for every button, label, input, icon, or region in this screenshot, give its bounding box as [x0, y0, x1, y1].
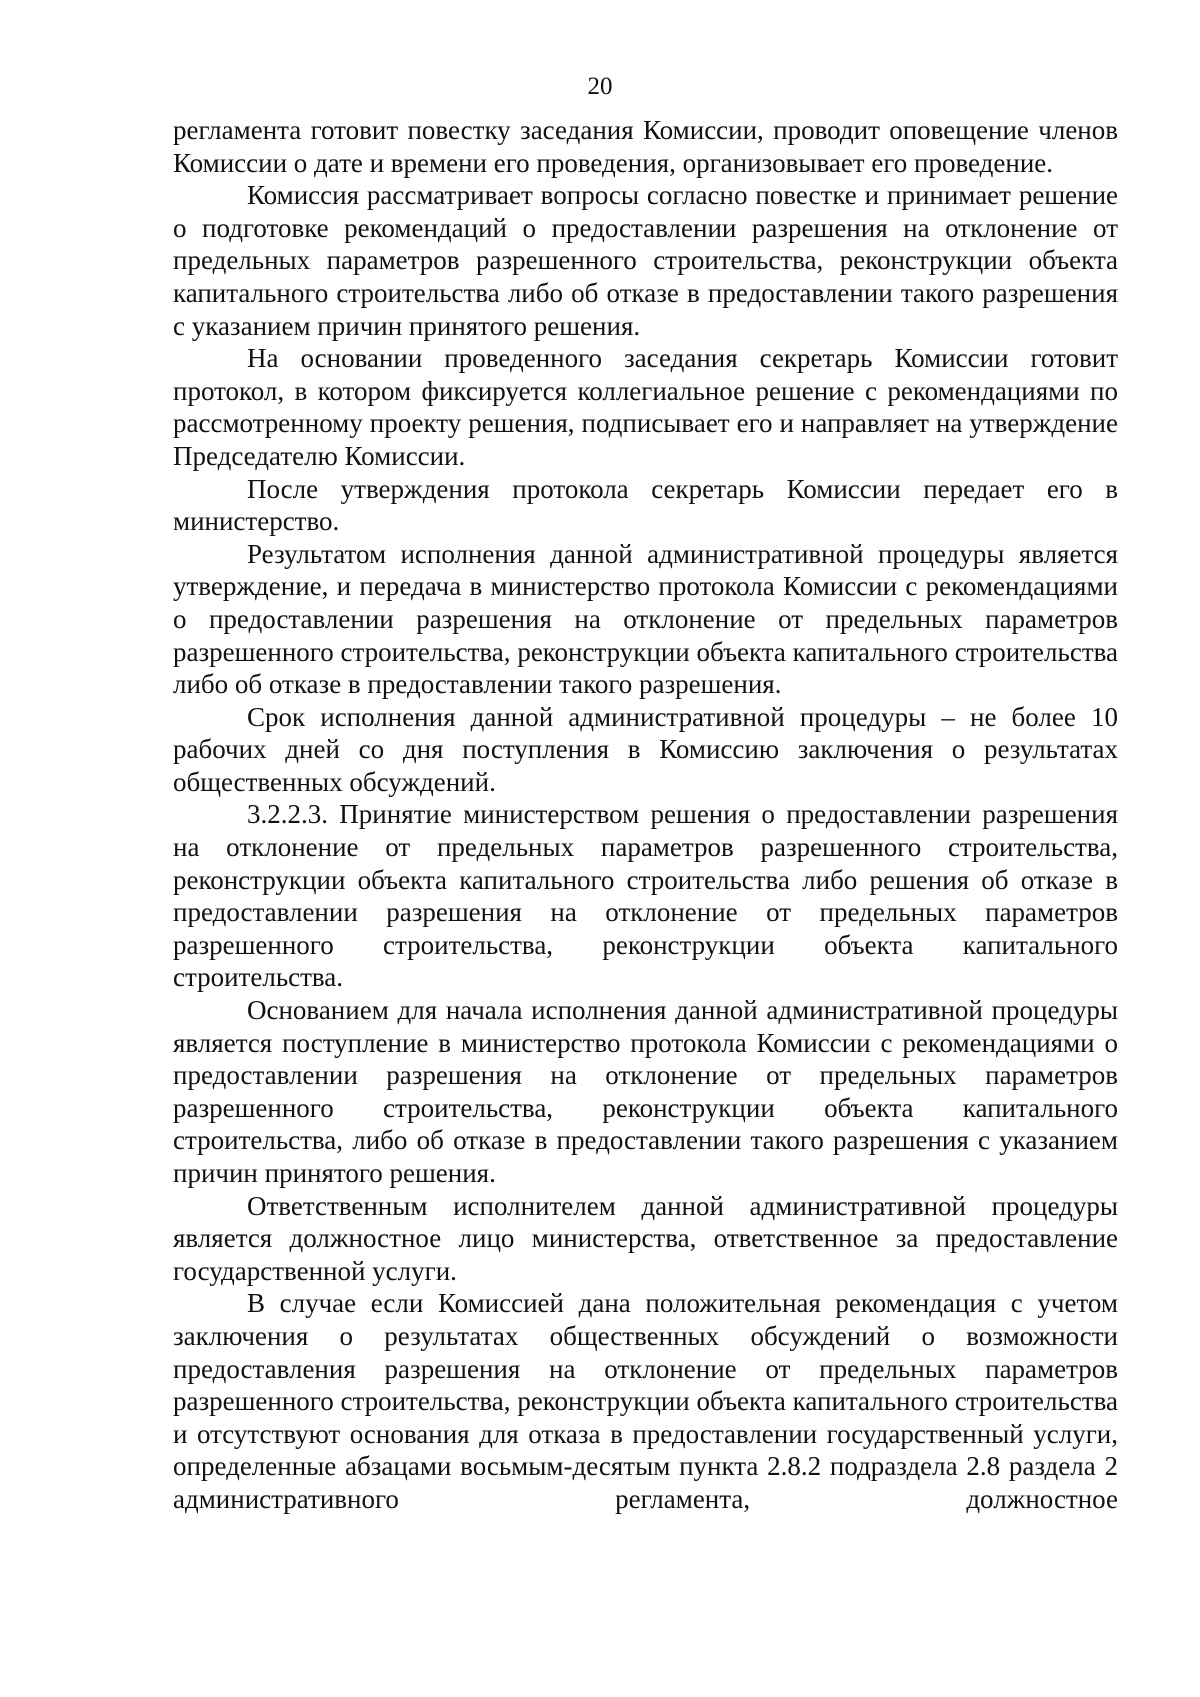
- paragraph-result: Результатом исполнения данной административной процедуры является утверждение, и передача в министерство протокола Комиссии с рекомендациями о предоставлении разрешения на отклонение от предельных параметров разрешенного строительства, реконструкции объекта капитального строительства либо об отказе в предоставлении такого разрешения.: [173, 538, 1118, 700]
- paragraph-protocol-transfer: После утверждения протокола секретарь Комиссии передает его в министерство.: [173, 473, 1118, 537]
- paragraph-continuation: регламента готовит повестку заседания Комиссии, проводит оповещение членов Комиссии о дате и времени его проведения, организовывает его проведение.: [173, 115, 1118, 178]
- paragraph-deadline: Срок исполнения данной административной процедуры – не более 10 рабочих дней со дня поступления в Комиссию заключения о результатах общественных обсуждений.: [173, 701, 1118, 797]
- paragraph-responsible: Ответственным исполнителем данной административной процедуры является должностное лицо министерства, ответственное за предоставление государственной услуги.: [173, 1190, 1118, 1286]
- paragraph-commission-review: Комиссия рассматривает вопросы согласно повестке и принимает решение о подготовке рекомендаций о предоставлении разрешения на отклонение от предельных параметров разрешенного строительства, реконструкции объекта капитального строительства либо об отказе в предоставлении такого разрешения с указанием причин принятого решения.: [173, 180, 1118, 341]
- section-heading-3-2-2-3: 3.2.2.3. Принятие министерством решения о предоставлении разрешения на отклонение от предельных параметров разрешенного строительства, реконструкции объекта капитального строительства либо решения об отказе в предоставлении разрешения на отклонение от предельных параметров разрешенного строительства, реконструкции объекта капитального строительства.: [173, 799, 1118, 993]
- document-body: [173, 114, 1118, 1516]
- page-number: 20: [587, 73, 613, 100]
- paragraph-basis: Основанием для начала исполнения данной административной процедуры является поступление в министерство протокола Комиссии с рекомендациями о предоставлении разрешения на отклонение от предельных параметров разрешенного строительства, реконструкции объекта капитального строительства, либо об отказе в предоставлении такого разрешения с указанием причин принятого решения.: [173, 995, 1118, 1188]
- paragraph-positive-recommendation: В случае если Комиссией дана положительная рекомендация с учетом заключения о результатах общественных обсуждений о возможности предоставления разрешения на отклонение от предельных параметров разрешенного строительства, реконструкции объекта капитального строительства и отсутствуют основания для отказа в предоставлении государственный услуги, определенные абзацами восьмым-десятым пункта 2.8.2 подраздела 2.8 раздела 2 административного регламента, должностное: [173, 1288, 1118, 1514]
- paragraph-protocol: На основании проведенного заседания секретарь Комиссии готовит протокол, в котором фиксируется коллегиальное решение с рекомендациями по рассмотренному проекту решения, подписывает его и направляет на утверждение Председателю Комиссии.: [173, 343, 1118, 471]
